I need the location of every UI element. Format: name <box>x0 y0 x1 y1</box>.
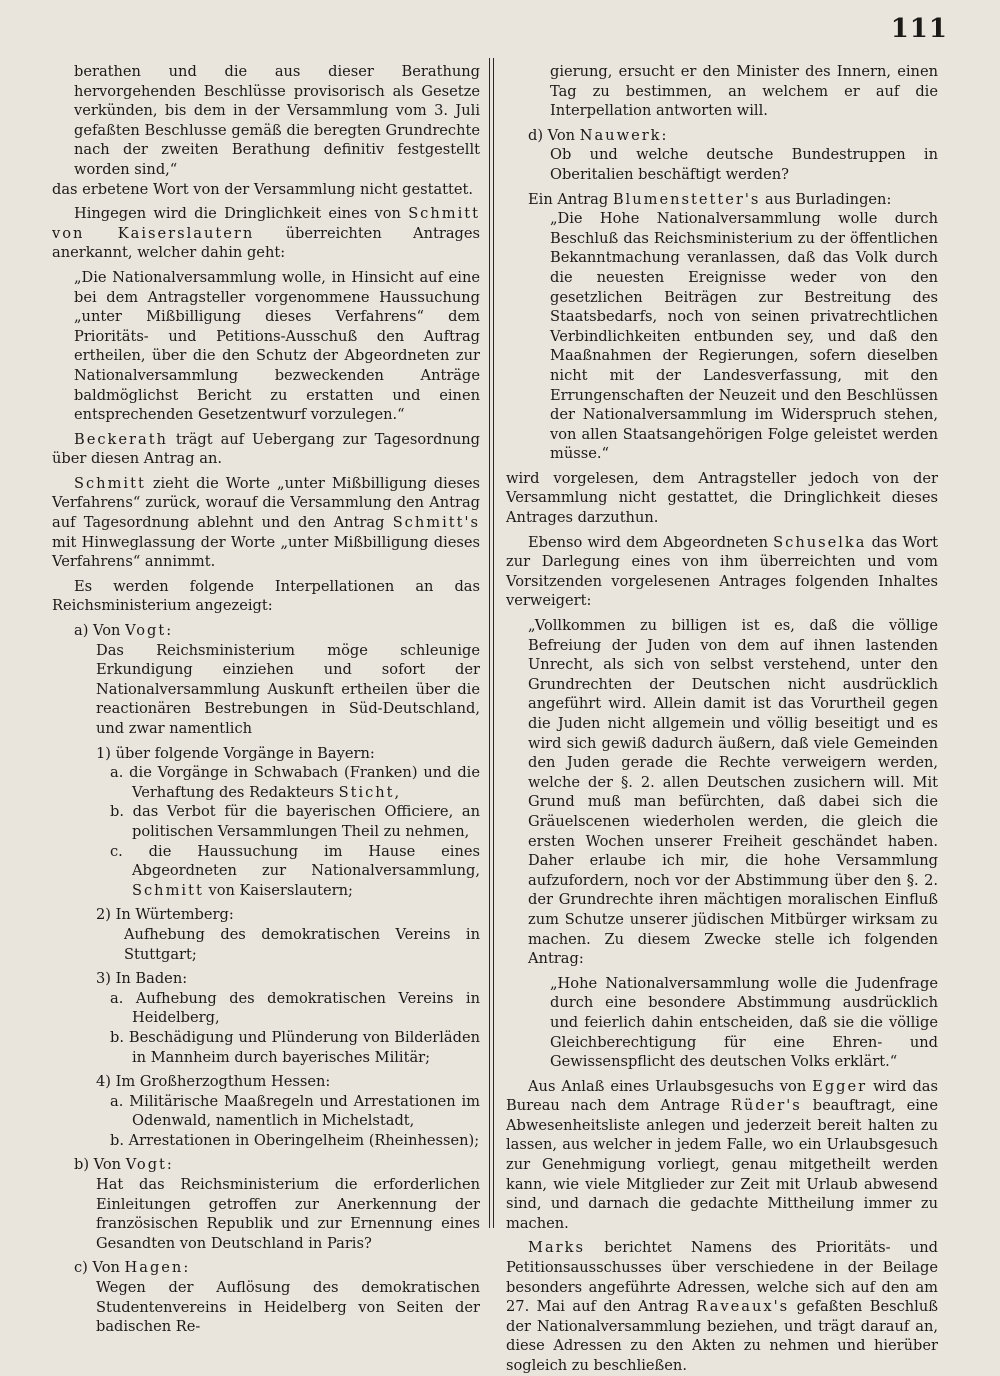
paragraph: Marks berichtet Namens des Prioritäts- und Petitionsausschusses über verschiedene in der Beilage besonders angeführte Adressen, welche sich auf den am 27. Mai auf den Antrag Raveaux's gefaßten Beschluß der Nationalversammlung beziehen, und trägt darauf an, diese Adressen zu den Akten zu nehmen und hierüber sogleich zu beschließen. <box>506 1239 938 1374</box>
interpellation-label: c) Von Hagen: <box>74 1259 189 1277</box>
speaker-name: Rüder's <box>730 1097 802 1115</box>
interpellation-label: a) Von Vogt: <box>74 622 172 640</box>
speaker-name: Beckerath <box>74 430 168 448</box>
paragraph: Ebenso wird dem Abgeordneten Schuselka das Wort zur Darlegung eines von ihm überreichten und vom Vorsitzenden vorgelesenen Antrages folgenden Inhaltes verweigert: <box>506 533 938 610</box>
interpellation-text: Wegen der Auflösung des demokratischen Studentenvereins in Heidelberg von Seiten der badischen Re- <box>96 1279 480 1336</box>
interpellation-text: Das Reichsministerium möge schleunige Erkundigung einziehen und sofort der Nationalversammlung Auskunft ertheilen über die reactionären Bestrebungen in Süd-Deutschland, und zwar namentlich <box>96 641 480 737</box>
paragraph: Beckerath trägt auf Uebergang zur Tagesordnung über diesen Antrag an. <box>52 430 480 468</box>
speaker-name: Schmitt von Kaiserslautern <box>52 205 480 242</box>
column-divider <box>489 58 494 1228</box>
interpellation-label: d) Von Nauwerk: <box>528 126 667 144</box>
page-number: 111 <box>890 14 948 44</box>
speaker-name: Marks <box>528 1239 585 1257</box>
list-heading: 3) In Baden: <box>96 970 188 988</box>
list-item: a. Aufhebung des demokratischen Vereins in Heidelberg, <box>110 989 480 1027</box>
speaker-name: Egger <box>812 1077 868 1095</box>
list-item: c. die Haussuchung im Hause eines Abgeordneten zur Nationalversammlung, Schmitt von Kaiserslautern; <box>110 842 480 899</box>
left-column <box>52 62 480 1337</box>
paragraph: wird vorgelesen, dem Antragsteller jedoch von der Versammlung nicht gestattet, die Dringlichkeit dieses Antrages darzuthun. <box>506 469 938 527</box>
quoted-motion: „Hohe Nationalversammlung wolle die Judenfrage durch eine besondere Abstimmung ausdrücklich und feierlich dahin entscheiden, daß sie die völlige Gleichberechtigung für eine Ehren- und Gewissenspflicht des deutschen Volks erklärt.“ <box>550 974 938 1071</box>
list-heading: 1) über folgende Vorgänge in Bayern: <box>96 744 375 762</box>
list-item: b. das Verbot für die bayerischen Officiere, an politischen Versammlungen Theil zu nehmen, <box>110 803 480 840</box>
speaker-name: Schmitt <box>74 474 146 492</box>
paragraph: Hingegen wird die Dringlichkeit eines von Schmitt von Kaiserslautern überreichten Antrages anerkannt, welcher dahin geht: <box>52 205 480 262</box>
quoted-motion: „Die Hohe Nationalversammlung wolle durch Beschluß das Reichsministerium zu der öffentlichen Bekanntmachung veranlassen, daß das Volk durch die neuesten Ereignisse weder von den gesetzlichen Beiträgen zur Bestreitung des Staatsbedarfs, noch von seinen privatrechtlichen Verbindlichkeiten entbunden sey, und daß den Maaßnahmen der Regierungen, sofern dieselben nicht mit der Landesverfassung, mit den Errungenschaften der Neuzeit und den Beschlüssen der Nationalversammlung im Widerspruch stehen, von allen Staatsangehörigen Folge geleistet werden müsse.“ <box>550 210 938 463</box>
list-item: a. Militärische Maaßregeln und Arrestationen im Odenwald, namentlich in Michelstadt, <box>110 1092 480 1130</box>
right-column <box>506 62 938 1376</box>
list-item: b. Arrestationen in Oberingelheim (Rheinhessen); <box>110 1131 480 1149</box>
interpellation-text: Ob und welche deutsche Bundestruppen in Oberitalien beschäftigt werden? <box>550 146 938 183</box>
quoted-motion: „Vollkommen zu billigen ist es, daß die völlige Befreiung der Juden von dem auf ihnen lastenden Unrecht, als sich von selbst verstehend, unter den Grundrechten der Deutschen nicht ausdrücklich angeführt wird. Allein damit ist das Vorurtheil gegen die Juden nicht allgemein und völlig beseitigt und es wird sich gewiß dadurch äußern, daß viele Gemeinden den Juden gerade die Rechte verweigern werden, welche der §. 2. allen Deutschen zusichern will. Mit Grund muß man befürchten, daß dabei sich die Gräuelscenen wiederholen werden, die gleich die ersten Wochen unserer Freiheit geschändet haben. Daher erlaube ich mir, die hohe Versammlung aufzufordern, noch vor der Abstimmung über den §. 2. der Grundrechte ihren mächtigen moralischen Einfluß zum Schutze unserer jüdischen Mitbürger wirksam zu machen. Zu diesem Zwecke stelle ich folgenden Antrag: <box>528 617 938 968</box>
list-heading: 2) In Würtemberg: <box>96 906 234 924</box>
list-item: b. Beschädigung und Plünderung von Bilderläden in Mannheim durch bayerisches Militär; <box>110 1028 480 1066</box>
paragraph: Ein Antrag Blumenstetter's aus Burladingen: <box>528 190 892 208</box>
interpellation-text: Hat das Reichsministerium die erforderlichen Einleitungen getroffen zur Anerkennung der französischen Republik und zur Ernennung eines Gesandten von Deutschland in Paris? <box>96 1176 480 1252</box>
speaker-name: Raveaux's <box>696 1298 790 1316</box>
interpellation-label: b) Von Vogt: <box>74 1156 172 1174</box>
paragraph: Es werden folgende Interpellationen an das Reichsministerium angezeigt: <box>52 577 480 615</box>
interpellation-text: gierung, ersucht er den Minister des Innern, einen Tag zu bestimmen, an welchem er auf die Interpellation antworten will. <box>550 63 938 120</box>
quoted-text: berathen und die aus dieser Berathung hervorgehenden Beschlüsse provisorisch als Gesetze verkünden, bis dem in der Versammlung vom 3. Juli gefaßten Beschlusse gemäß die beregten Grundrechte nach der zweiten Berathung definitiv festgestellt worden sind,“ <box>74 63 480 178</box>
paragraph: Aus Anlaß eines Urlaubsgesuchs von Egger wird das Bureau nach dem Antrage Rüder's beauftragt, eine Abwesenheitsliste anlegen und jederzeit bereit halten zu lassen, aus welcher in jedem Falle, wo ein Urlaubsgesuch zur Genehmigung vorliegt, genau mitgetheilt werden kann, wie viele Mitglieder zur Zeit mit Urlaub abwesend sind, und darnach die gedachte Mittheilung immer zu machen. <box>506 1077 939 1232</box>
quoted-motion: „Die Nationalversammlung wolle, in Hinsicht auf eine bei dem Antragsteller vorgenommene Haussuchung „unter Mißbilligung dieses Verfahrens“ dem Prioritäts- und Petitions-Ausschuß den Auftrag ertheilen, über die den Schutz der Abgeordneten zur Nationalversammlung bezweckenden Anträge baldmöglichst Bericht zu erstatten und einen entsprechenden Gesetzentwurf vorzulegen.“ <box>74 268 480 424</box>
paragraph: das erbetene Wort von der Versammlung nicht gestattet. <box>52 180 474 198</box>
speaker-name: Schuselka <box>773 533 867 551</box>
list-item: a. die Vorgänge in Schwabach (Franken) und die Verhaftung des Redakteurs Sticht, <box>110 764 480 801</box>
speaker-name: Schmitt's <box>392 514 480 532</box>
list-heading: 4) Im Großherzogthum Hessen: <box>96 1073 331 1091</box>
list-item: Aufhebung des demokratischen Vereins in Stuttgart; <box>124 925 480 963</box>
paragraph: Schmitt zieht die Worte „unter Mißbilligung dieses Verfahrens“ zurück, worauf die Versammlung den Antrag auf Tagesordnung ablehnt und den Antrag Schmitt's mit Hinweglassung der Worte „unter Mißbilligung dieses Verfahrens“ annimmt. <box>52 474 480 571</box>
